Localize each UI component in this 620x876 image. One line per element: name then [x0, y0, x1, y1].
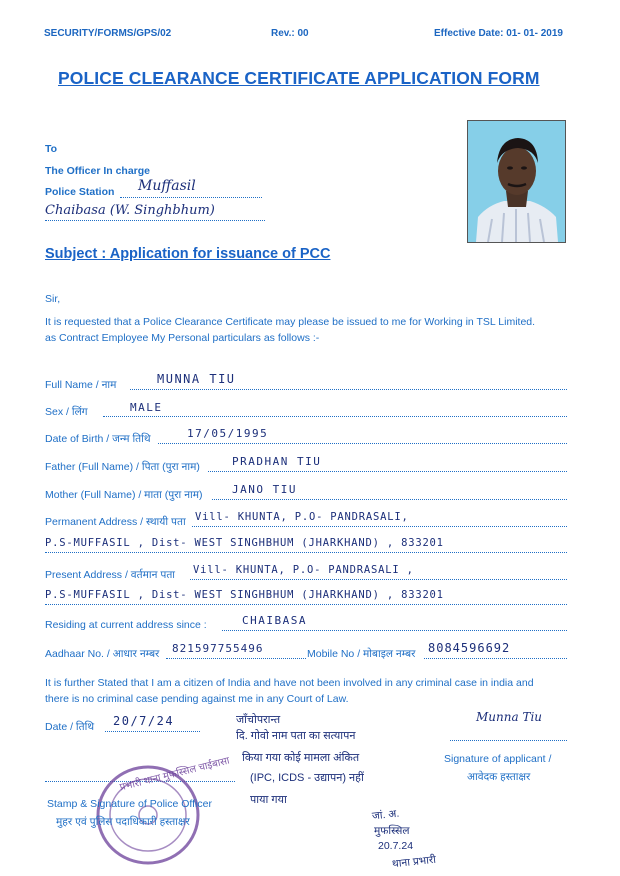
officer-note-line: दि. गोवो नाम पता का सत्यापन: [236, 730, 356, 742]
applicant-photo: [467, 120, 566, 243]
mobile-value: 8084596692: [428, 641, 511, 655]
applicant-signature-label-hindi: आवेदक हस्ताक्षर: [467, 771, 531, 783]
date-value: 20/7/24: [113, 714, 175, 728]
salutation: Sir,: [45, 293, 61, 305]
officer-note-line: पाया गया: [250, 794, 287, 806]
permanent-address-line-2: P.S-MUFFASIL , Dist- WEST SINGHBHUM (JHARKHAND) , 833201: [45, 537, 444, 549]
officer-note-line: जाँचोपरान्त: [236, 714, 281, 726]
intro-line-1: It is requested that a Police Clearance Certificate may please be issued to me for Working in TSL Limited.: [45, 316, 536, 328]
declaration-line-2: there is no criminal case pending against me in any Court of Law.: [45, 693, 349, 705]
intro-line-2: as Contract Employee My Personal particulars as follows :-: [45, 332, 320, 344]
aadhaar-value: 821597755496: [172, 642, 264, 655]
residing-since-value: CHAIBASA: [242, 614, 307, 627]
full-name-label: Full Name / नाम: [45, 379, 117, 391]
officer-sign-line: जां. अ.: [371, 807, 400, 823]
officer-sign-line: थाना प्रभारी: [391, 853, 437, 871]
sex-value: MALE: [130, 401, 163, 414]
residing-since-label: Residing at current address since :: [45, 619, 207, 631]
present-address-line-2: P.S-MUFFASIL , Dist- WEST SINGHBHUM (JHARKHAND) , 833201: [45, 589, 444, 601]
officer-sign-line: 20.7.24: [378, 840, 414, 852]
permanent-address-line-1: Vill- KHUNTA, P.O- PANDRASALI,: [195, 511, 409, 523]
officer-verification-notes: [232, 712, 562, 876]
stamp-signature-label: Stamp & Signature of Police Officer: [47, 798, 212, 810]
form-code: SECURITY/FORMS/GPS/02: [44, 28, 172, 39]
full-name-value: MUNNA TIU: [157, 372, 236, 386]
officer-note-line: (IPC, ICDS - उद्यापन) नहीं: [250, 772, 364, 784]
declaration-line-1: It is further Stated that I am a citizen of India and have not been involved in any criminal case in india and: [45, 677, 534, 689]
subject-line: Subject : Application for issuance of PCC: [45, 246, 331, 262]
father-label: Father (Full Name) / पिता (पुरा नाम): [45, 461, 200, 473]
revision-number: Rev.: 00: [271, 28, 309, 39]
stamp-text: प्रभारी थाना मुफस्सिल चाईबासा: [118, 755, 231, 794]
police-station-district: Chaibasa (W. Singhbhum): [45, 203, 215, 218]
dob-label: Date of Birth / जन्म तिथि: [45, 433, 151, 445]
police-station-value: Muffasil: [138, 178, 196, 194]
officer-sign-line: मुफस्सिल: [374, 825, 410, 837]
father-value: PRADHAN TIU: [232, 455, 322, 468]
present-address-label: Present Address / वर्तमान पता: [45, 569, 176, 581]
applicant-signature: Munna Tiu: [476, 710, 543, 724]
officer-note-line: किया गया कोई मामला अंकित: [242, 752, 360, 764]
date-label: Date / तिथि: [45, 721, 95, 733]
present-address-line-1: Vill- KHUNTA, P.O- PANDRASALI ,: [193, 564, 414, 576]
sex-label: Sex / लिंग: [45, 406, 88, 418]
dob-value: 17/05/1995: [187, 427, 269, 440]
to-label: To: [45, 143, 58, 155]
officer-label: The Officer In charge: [45, 165, 151, 177]
form-title: POLICE CLEARANCE CERTIFICATE APPLICATION FORM: [58, 68, 540, 88]
mother-label: Mother (Full Name) / माता (पुरा नाम): [45, 489, 203, 501]
applicant-signature-label: Signature of applicant /: [444, 753, 552, 765]
mobile-label: Mobile No / मोबाइल नम्बर: [307, 648, 416, 660]
mother-value: JANO TIU: [232, 483, 297, 496]
permanent-address-label: Permanent Address / स्थायी पता: [45, 516, 186, 528]
stamp-signature-label-hindi: मुहर एवं पुलिस पदाधिकारी हस्ताक्षर: [56, 816, 190, 828]
effective-date: Effective Date: 01- 01- 2019: [434, 28, 563, 39]
police-station-label: Police Station: [45, 186, 115, 198]
aadhaar-label: Aadhaar No. / आधार नम्बर: [45, 648, 160, 660]
